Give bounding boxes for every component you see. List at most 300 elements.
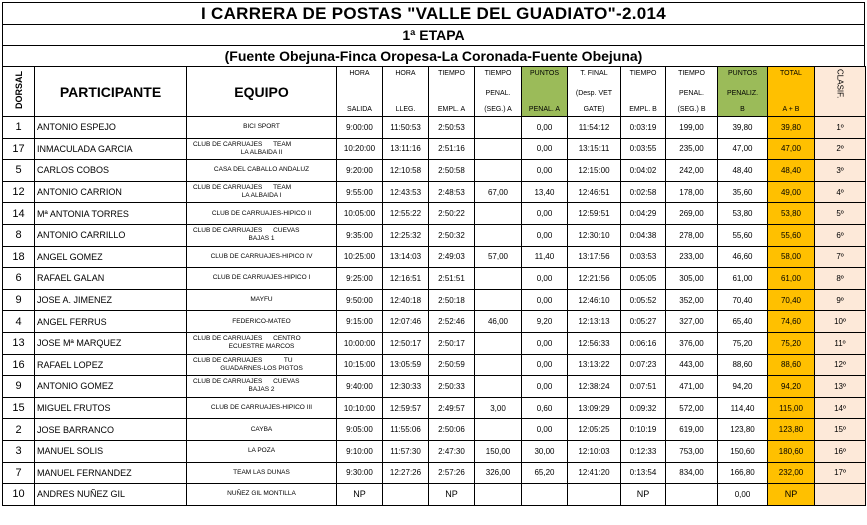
participant-name-cell: MANUEL SOLIS [35, 440, 187, 462]
participant-name-cell: MIGUEL FRUTOS [35, 397, 187, 419]
table-row [3, 181, 866, 203]
tiempo-empl-a-cell: 2:49:57 [429, 397, 475, 419]
total-cell: 39,80 [768, 117, 815, 139]
puntos-penaliz-b-cell: 75,20 [718, 332, 768, 354]
salida-cell: 9:00:00 [337, 117, 383, 139]
salida-cell: 10:10:00 [337, 397, 383, 419]
t-final-cell: 13:09:29 [568, 397, 621, 419]
llegada-cell: 12:59:57 [383, 397, 429, 419]
puntos-penaliz-b-cell: 70,40 [718, 289, 768, 311]
table-row [3, 138, 866, 160]
t-final-cell: 13:15:11 [568, 138, 621, 160]
clasif-cell: 10º [815, 311, 866, 333]
llegada-cell: 11:55:06 [383, 419, 429, 441]
puntos-penal-a-cell: 65,20 [522, 462, 568, 484]
team-cell [187, 332, 337, 354]
tiempo-penal-b-cell: 178,00 [666, 181, 718, 203]
salida-cell: 9:30:00 [337, 462, 383, 484]
tiempo-penal-b-cell [666, 484, 718, 506]
table-row [3, 268, 866, 290]
t-final-cell: 12:13:13 [568, 311, 621, 333]
header-equipo: EQUIPO [187, 67, 337, 117]
total-cell: 94,20 [768, 376, 815, 398]
puntos-penaliz-b-cell: 0,00 [718, 484, 768, 506]
team-cell [187, 289, 337, 311]
puntos-penal-a-cell: 0,00 [522, 160, 568, 182]
tiempo-penal-b-cell: 242,00 [666, 160, 718, 182]
team-cell [187, 246, 337, 268]
tiempo-penal-b-cell: 352,00 [666, 289, 718, 311]
tiempo-penal-b-cell: 834,00 [666, 462, 718, 484]
total-cell: 49,00 [768, 181, 815, 203]
team-line: MAYFU [250, 296, 273, 304]
total-cell: 232,00 [768, 462, 815, 484]
puntos-penal-a-cell: 0,00 [522, 354, 568, 376]
tiempo-empl-b-cell: 0:07:51 [621, 376, 666, 398]
participant-name-cell: RAFAEL LOPEZ [35, 354, 187, 376]
puntos-penaliz-b-cell: 39,80 [718, 117, 768, 139]
team-line: CLUB DE CARRUAJES CENTRO [193, 335, 301, 343]
results-table [2, 66, 866, 506]
tiempo-penal-a-cell [475, 332, 522, 354]
participant-name-cell: RAFAEL GALAN [35, 268, 187, 290]
participant-name-cell: ANGEL GOMEZ [35, 246, 187, 268]
tiempo-empl-b-cell: 0:07:23 [621, 354, 666, 376]
clasif-cell: 17º [815, 462, 866, 484]
team-line: CLUB DE CARRUAJES CUEVAS [193, 227, 300, 235]
dorsal-cell: 4 [3, 311, 35, 333]
puntos-penaliz-b-cell: 123,80 [718, 419, 768, 441]
header-row [3, 67, 866, 117]
puntos-penal-a-cell: 0,00 [522, 332, 568, 354]
table-row [3, 203, 866, 225]
tiempo-penal-b-cell: 233,00 [666, 246, 718, 268]
team-line: LA ALBAIDA II [240, 148, 283, 156]
team-line: FEDERICO-MATEO [232, 317, 291, 325]
header-clasif: CLASIF. [815, 67, 866, 117]
llegada-cell: 12:40:18 [383, 289, 429, 311]
dorsal-cell: 7 [3, 462, 35, 484]
salida-cell: 9:10:00 [337, 440, 383, 462]
tiempo-empl-a-cell: 2:50:17 [429, 332, 475, 354]
tiempo-empl-b-cell: 0:05:27 [621, 311, 666, 333]
participant-name-cell: ANGEL FERRUS [35, 311, 187, 333]
tiempo-empl-b-cell: 0:03:55 [621, 138, 666, 160]
t-final-cell: 12:10:03 [568, 440, 621, 462]
total-cell: 58,00 [768, 246, 815, 268]
team-line: TEAM LAS DUNAS [233, 468, 290, 476]
team-cell [187, 268, 337, 290]
t-final-cell: 12:38:24 [568, 376, 621, 398]
team-cell [187, 311, 337, 333]
team-line: NUÑEZ GIL MONTILLA [227, 490, 296, 498]
puntos-penal-a-cell: 9,20 [522, 311, 568, 333]
table-row [3, 117, 866, 139]
salida-cell: 10:25:00 [337, 246, 383, 268]
dorsal-cell: 5 [3, 160, 35, 182]
t-final-cell: 12:21:56 [568, 268, 621, 290]
tiempo-empl-b-cell: 0:04:38 [621, 224, 666, 246]
tiempo-empl-b-cell: 0:10:19 [621, 419, 666, 441]
participant-name-cell: JOSE A. JIMENEZ [35, 289, 187, 311]
team-line: CLUB DE CARRUAJES-HIPICO III [210, 404, 313, 412]
header-tiempo-penal-a: TIEMPO PENAL. (SEG.) A [475, 67, 522, 117]
header-tiempo-empl-b: TIEMPO EMPL. B [621, 67, 666, 117]
llegada-cell: 11:50:53 [383, 117, 429, 139]
puntos-penaliz-b-cell: 47,00 [718, 138, 768, 160]
salida-cell: 9:50:00 [337, 289, 383, 311]
team-cell [187, 160, 337, 182]
team-line: CLUB DE CARRUAJES-HIPICO II [211, 209, 312, 217]
team-line: BAJAS 2 [248, 386, 275, 394]
tiempo-empl-a-cell: 2:50:22 [429, 203, 475, 225]
clasif-cell: 12º [815, 354, 866, 376]
t-final-cell: 12:46:51 [568, 181, 621, 203]
tiempo-empl-a-cell: 2:48:53 [429, 181, 475, 203]
puntos-penaliz-b-cell: 166,80 [718, 462, 768, 484]
llegada-cell: 12:07:46 [383, 311, 429, 333]
t-final-cell: 13:17:56 [568, 246, 621, 268]
team-cell [187, 224, 337, 246]
salida-cell: 10:15:00 [337, 354, 383, 376]
participant-name-cell: ANTONIO CARRION [35, 181, 187, 203]
table-row [3, 224, 866, 246]
team-line: CLUB DE CARRUAJES TU [193, 356, 293, 364]
clasif-cell: 6º [815, 224, 866, 246]
dorsal-cell: 13 [3, 332, 35, 354]
llegada-cell: 13:14:03 [383, 246, 429, 268]
total-cell: 48,40 [768, 160, 815, 182]
puntos-penal-a-cell: 0,00 [522, 138, 568, 160]
total-cell: 61,00 [768, 268, 815, 290]
tiempo-penal-a-cell: 326,00 [475, 462, 522, 484]
header-puntos-penal-a: PUNTOS PENAL. A [522, 67, 568, 117]
salida-cell: 9:20:00 [337, 160, 383, 182]
team-line: GUADARNES-LOS PIGTOS [220, 364, 303, 372]
tiempo-empl-a-cell: 2:50:53 [429, 117, 475, 139]
t-final-cell: 12:05:25 [568, 419, 621, 441]
tiempo-empl-a-cell: 2:47:30 [429, 440, 475, 462]
tiempo-empl-b-cell: 0:04:02 [621, 160, 666, 182]
header-participante: PARTICIPANTE [35, 67, 187, 117]
dorsal-cell: 9 [3, 376, 35, 398]
header-dorsal: DORSAL [3, 67, 35, 117]
tiempo-empl-a-cell: 2:50:58 [429, 160, 475, 182]
puntos-penaliz-b-cell: 46,60 [718, 246, 768, 268]
table-row [3, 419, 866, 441]
puntos-penal-a-cell: 0,00 [522, 117, 568, 139]
tiempo-empl-a-cell: 2:51:51 [429, 268, 475, 290]
team-cell [187, 117, 337, 139]
dorsal-cell: 16 [3, 354, 35, 376]
participant-name-cell: ANTONIO CARRILLO [35, 224, 187, 246]
salida-cell: NP [337, 484, 383, 506]
puntos-penaliz-b-cell: 53,80 [718, 203, 768, 225]
llegada-cell: 12:43:53 [383, 181, 429, 203]
table-row [3, 246, 866, 268]
table-row [3, 332, 866, 354]
total-cell: 47,00 [768, 138, 815, 160]
tiempo-empl-b-cell: 0:13:54 [621, 462, 666, 484]
team-line: CLUB DE CARRUAJES-HIPICO I [212, 274, 311, 282]
total-cell: 115,00 [768, 397, 815, 419]
table-row [3, 160, 866, 182]
puntos-penaliz-b-cell: 48,40 [718, 160, 768, 182]
llegada-cell: 12:25:32 [383, 224, 429, 246]
participant-name-cell: ANDRES NUÑEZ GIL [35, 484, 187, 506]
dorsal-cell: 12 [3, 181, 35, 203]
dorsal-cell: 1 [3, 117, 35, 139]
tiempo-empl-b-cell: 0:06:16 [621, 332, 666, 354]
tiempo-empl-a-cell: 2:51:16 [429, 138, 475, 160]
table-row [3, 376, 866, 398]
tiempo-empl-b-cell: 0:03:19 [621, 117, 666, 139]
event-title: I CARRERA DE POSTAS "VALLE DEL GUADIATO"-2.014 [2, 2, 865, 24]
salida-cell: 10:20:00 [337, 138, 383, 160]
participant-name-cell: INMACULADA GARCIA [35, 138, 187, 160]
team-line: LA POZA [247, 447, 276, 455]
header-hora-salida: HORA SALIDA [337, 67, 383, 117]
tiempo-empl-a-cell: 2:52:46 [429, 311, 475, 333]
team-line: CAYBA [250, 425, 273, 433]
llegada-cell: 12:27:26 [383, 462, 429, 484]
table-row [3, 440, 866, 462]
total-cell: NP [768, 484, 815, 506]
puntos-penal-a-cell: 0,60 [522, 397, 568, 419]
llegada-cell: 13:05:59 [383, 354, 429, 376]
puntos-penaliz-b-cell: 114,40 [718, 397, 768, 419]
salida-cell: 10:00:00 [337, 332, 383, 354]
table-row [3, 462, 866, 484]
tiempo-penal-b-cell: 235,00 [666, 138, 718, 160]
clasif-cell: 15º [815, 419, 866, 441]
tiempo-penal-b-cell: 305,00 [666, 268, 718, 290]
team-cell [187, 138, 337, 160]
participant-name-cell: ANTONIO ESPEJO [35, 117, 187, 139]
results-body [3, 117, 866, 506]
tiempo-penal-a-cell [475, 138, 522, 160]
dorsal-cell: 8 [3, 224, 35, 246]
tiempo-penal-a-cell [475, 268, 522, 290]
clasif-cell: 4º [815, 181, 866, 203]
puntos-penal-a-cell: 11,40 [522, 246, 568, 268]
tiempo-penal-b-cell: 572,00 [666, 397, 718, 419]
puntos-penaliz-b-cell: 65,40 [718, 311, 768, 333]
clasif-cell: 13º [815, 376, 866, 398]
team-line: CLUB DE CARRUAJES-HIPICO IV [210, 252, 313, 260]
salida-cell: 9:40:00 [337, 376, 383, 398]
tiempo-empl-a-cell: 2:50:59 [429, 354, 475, 376]
header-puntos-penaliz-b: PUNTOS PENALIZ. B [718, 67, 768, 117]
total-cell: 180,60 [768, 440, 815, 462]
team-line: LA ALBAIDA I [241, 192, 282, 200]
llegada-cell: 11:57:30 [383, 440, 429, 462]
team-cell [187, 462, 337, 484]
clasif-cell: 8º [815, 268, 866, 290]
puntos-penal-a-cell: 0,00 [522, 224, 568, 246]
team-cell [187, 419, 337, 441]
table-row [3, 311, 866, 333]
total-cell: 55,60 [768, 224, 815, 246]
team-line: CLUB DE CARRUAJES TEAM [193, 184, 292, 192]
tiempo-penal-a-cell [475, 203, 522, 225]
clasif-cell: 7º [815, 246, 866, 268]
clasif-cell [815, 484, 866, 506]
salida-cell: 9:15:00 [337, 311, 383, 333]
tiempo-empl-b-cell: 0:09:32 [621, 397, 666, 419]
tiempo-empl-b-cell: NP [621, 484, 666, 506]
clasif-cell: 16º [815, 440, 866, 462]
tiempo-penal-a-cell: 3,00 [475, 397, 522, 419]
tiempo-penal-b-cell: 471,00 [666, 376, 718, 398]
t-final-cell: 12:56:33 [568, 332, 621, 354]
tiempo-penal-b-cell: 443,00 [666, 354, 718, 376]
tiempo-empl-a-cell: 2:50:32 [429, 224, 475, 246]
puntos-penaliz-b-cell: 88,60 [718, 354, 768, 376]
team-cell [187, 181, 337, 203]
t-final-cell: 12:15:00 [568, 160, 621, 182]
tiempo-empl-b-cell: 0:03:53 [621, 246, 666, 268]
total-cell: 123,80 [768, 419, 815, 441]
t-final-cell [568, 484, 621, 506]
team-cell [187, 203, 337, 225]
llegada-cell: 12:10:58 [383, 160, 429, 182]
participant-name-cell: Mª ANTONIA TORRES [35, 203, 187, 225]
stage-title: 1ª ETAPA [2, 24, 865, 45]
t-final-cell: 12:30:10 [568, 224, 621, 246]
tiempo-penal-a-cell [475, 354, 522, 376]
header-hora-llegada: HORA LLEG. [383, 67, 429, 117]
tiempo-penal-a-cell [475, 117, 522, 139]
team-line: ECUESTRE MARCOS [228, 343, 295, 351]
team-cell [187, 354, 337, 376]
t-final-cell: 12:59:51 [568, 203, 621, 225]
dorsal-cell: 6 [3, 268, 35, 290]
puntos-penaliz-b-cell: 35,60 [718, 181, 768, 203]
salida-cell: 9:55:00 [337, 181, 383, 203]
participant-name-cell: JOSE Mª MARQUEZ [35, 332, 187, 354]
tiempo-empl-a-cell: 2:49:03 [429, 246, 475, 268]
total-cell: 74,60 [768, 311, 815, 333]
dorsal-cell: 18 [3, 246, 35, 268]
puntos-penal-a-cell: 0,00 [522, 289, 568, 311]
route-title: (Fuente Obejuna-Finca Oropesa-La Coronada-Fuente Obejuna) [2, 45, 865, 66]
salida-cell: 9:25:00 [337, 268, 383, 290]
puntos-penaliz-b-cell: 150,60 [718, 440, 768, 462]
tiempo-penal-a-cell: 150,00 [475, 440, 522, 462]
dorsal-cell: 10 [3, 484, 35, 506]
tiempo-penal-b-cell: 269,00 [666, 203, 718, 225]
table-row [3, 289, 866, 311]
tiempo-penal-b-cell: 199,00 [666, 117, 718, 139]
team-line: CLUB DE CARRUAJES TEAM [193, 140, 292, 148]
team-cell [187, 397, 337, 419]
puntos-penal-a-cell: 0,00 [522, 268, 568, 290]
total-cell: 75,20 [768, 332, 815, 354]
tiempo-empl-a-cell: NP [429, 484, 475, 506]
participant-name-cell: CARLOS COBOS [35, 160, 187, 182]
team-cell [187, 376, 337, 398]
tiempo-penal-b-cell: 278,00 [666, 224, 718, 246]
llegada-cell: 12:55:22 [383, 203, 429, 225]
puntos-penal-a-cell: 0,00 [522, 419, 568, 441]
team-line: CASA DEL CABALLO ANDALUZ [213, 166, 310, 174]
t-final-cell: 12:46:10 [568, 289, 621, 311]
llegada-cell: 12:50:17 [383, 332, 429, 354]
header-tiempo-empl-a: TIEMPO EMPL. A [429, 67, 475, 117]
total-cell: 70,40 [768, 289, 815, 311]
header-tiempo-penal-b: TIEMPO PENAL. (SEG.) B [666, 67, 718, 117]
dorsal-cell: 15 [3, 397, 35, 419]
tiempo-penal-a-cell: 67,00 [475, 181, 522, 203]
t-final-cell: 11:54:12 [568, 117, 621, 139]
team-cell [187, 440, 337, 462]
results-sheet [2, 2, 865, 521]
puntos-penal-a-cell: 0,00 [522, 203, 568, 225]
dorsal-cell: 17 [3, 138, 35, 160]
team-line: BICI SPORT [243, 123, 280, 131]
dorsal-cell: 2 [3, 419, 35, 441]
participant-name-cell: JOSE BARRANCO [35, 419, 187, 441]
llegada-cell: 13:11:16 [383, 138, 429, 160]
puntos-penal-a-cell: 13,40 [522, 181, 568, 203]
t-final-cell: 12:41:20 [568, 462, 621, 484]
team-line: CLUB DE CARRUAJES CUEVAS [193, 378, 300, 386]
clasif-cell: 3º [815, 160, 866, 182]
salida-cell: 9:05:00 [337, 419, 383, 441]
t-final-cell: 13:13:22 [568, 354, 621, 376]
total-cell: 88,60 [768, 354, 815, 376]
salida-cell: 9:35:00 [337, 224, 383, 246]
tiempo-penal-a-cell [475, 376, 522, 398]
tiempo-penal-b-cell: 327,00 [666, 311, 718, 333]
salida-cell: 10:05:00 [337, 203, 383, 225]
tiempo-penal-a-cell [475, 160, 522, 182]
tiempo-empl-a-cell: 2:50:33 [429, 376, 475, 398]
llegada-cell: 12:16:51 [383, 268, 429, 290]
llegada-cell: 12:30:33 [383, 376, 429, 398]
tiempo-empl-b-cell: 0:05:05 [621, 268, 666, 290]
dorsal-cell: 14 [3, 203, 35, 225]
tiempo-empl-b-cell: 0:04:29 [621, 203, 666, 225]
dorsal-cell: 9 [3, 289, 35, 311]
dorsal-cell: 3 [3, 440, 35, 462]
header-t-final: T. FINAL (Desp. VET GATE) [568, 67, 621, 117]
tiempo-penal-a-cell [475, 484, 522, 506]
llegada-cell [383, 484, 429, 506]
clasif-cell: 11º [815, 332, 866, 354]
participant-name-cell: MANUEL FERNANDEZ [35, 462, 187, 484]
team-cell [187, 484, 337, 506]
tiempo-penal-a-cell: 57,00 [475, 246, 522, 268]
tiempo-empl-b-cell: 0:02:58 [621, 181, 666, 203]
puntos-penal-a-cell: 0,00 [522, 376, 568, 398]
puntos-penaliz-b-cell: 55,60 [718, 224, 768, 246]
clasif-cell: 14º [815, 397, 866, 419]
tiempo-empl-a-cell: 2:50:18 [429, 289, 475, 311]
clasif-cell: 9º [815, 289, 866, 311]
table-row [3, 354, 866, 376]
tiempo-penal-a-cell [475, 419, 522, 441]
total-cell: 53,80 [768, 203, 815, 225]
puntos-penal-a-cell [522, 484, 568, 506]
tiempo-penal-b-cell: 376,00 [666, 332, 718, 354]
tiempo-empl-a-cell: 2:57:26 [429, 462, 475, 484]
puntos-penal-a-cell: 30,00 [522, 440, 568, 462]
clasif-cell: 1º [815, 117, 866, 139]
clasif-cell: 2º [815, 138, 866, 160]
team-line: BAJAS 1 [248, 235, 275, 243]
